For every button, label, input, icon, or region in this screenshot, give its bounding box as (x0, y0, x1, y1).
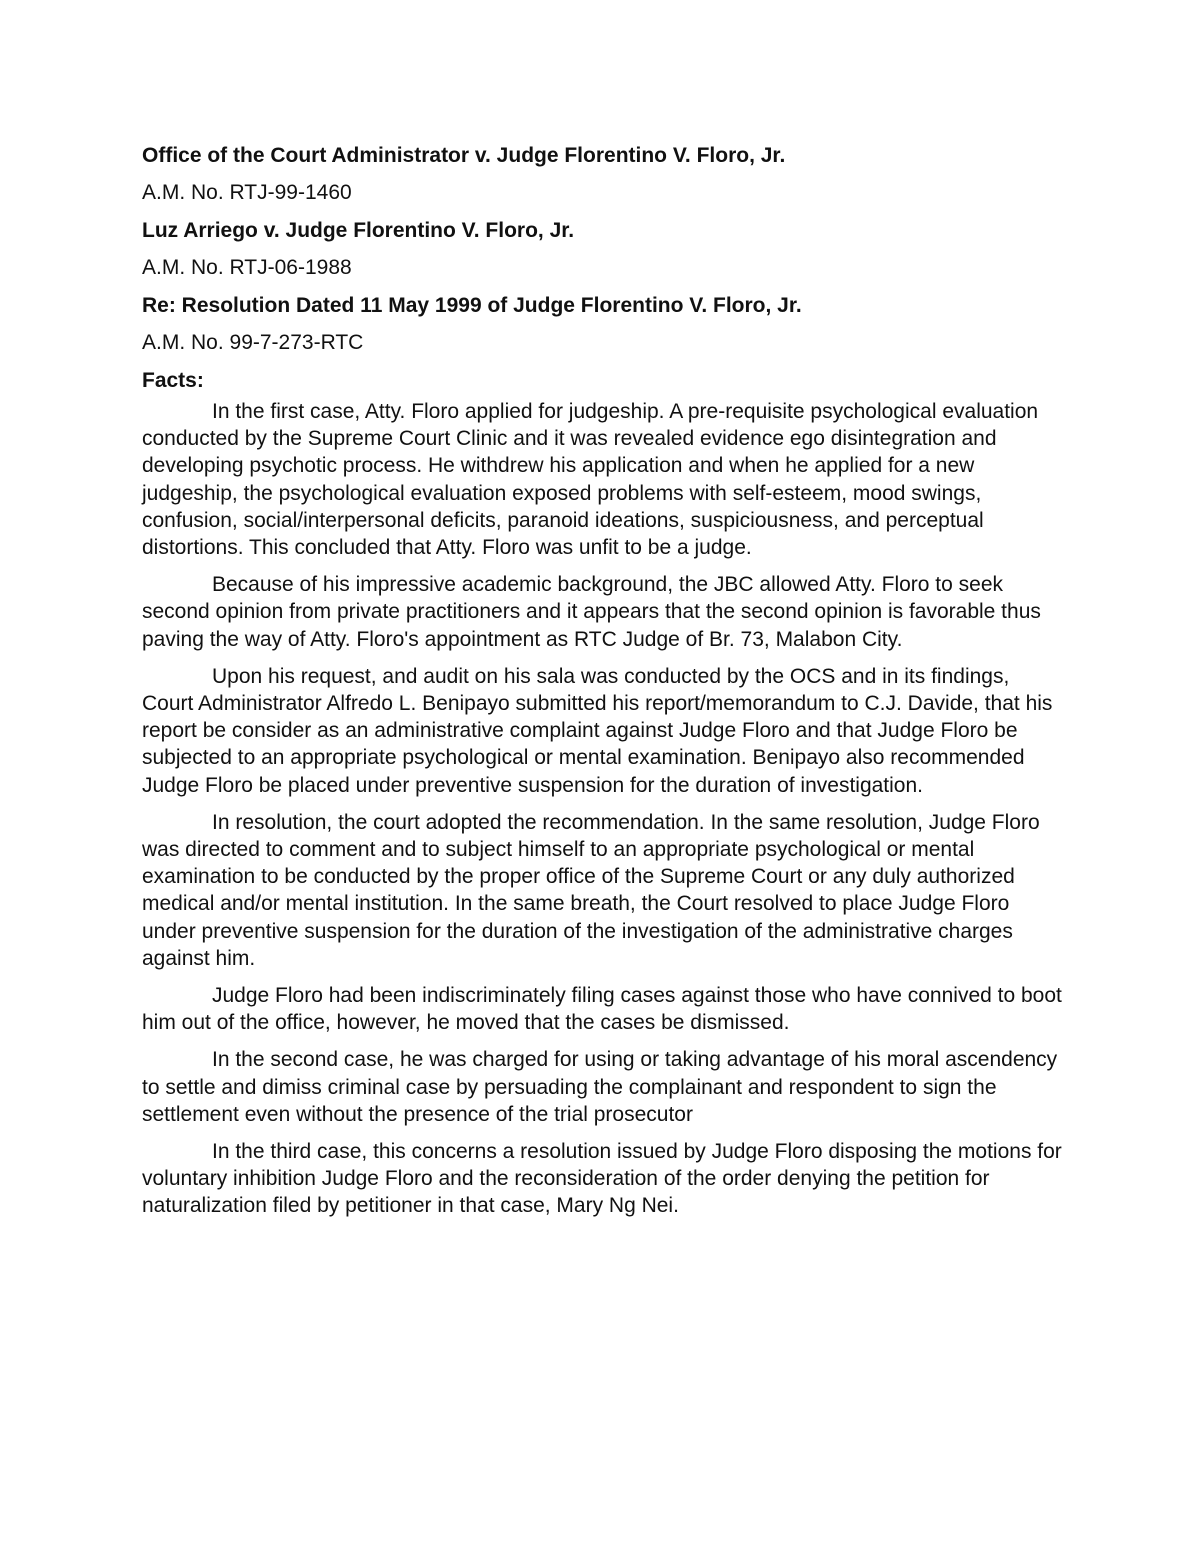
facts-paragraph-5: Judge Floro had been indiscriminately filing cases against those who have connived to boot him out of the office, however, he moved that the cases be dismissed. (142, 984, 1062, 1035)
facts-paragraph-2: Because of his impressive academic background, the JBC allowed Atty. Floro to seek second opinion from private practitioners and it appears that the second opinion is favorable thus paving the way of Atty. Floro's appointment as RTC Judge of Br. 73, Malabon City. (142, 573, 1041, 651)
case-number-2: A.M. No. RTJ-06-1988 (142, 256, 352, 279)
case-number-3: A.M. No. 99-7-273-RTC (142, 331, 364, 354)
facts-paragraph-7: In the third case, this concerns a resolution issued by Judge Floro disposing the motions for voluntary inhibition Judge Floro and the reconsideration of the order denying the petition for naturalization filed by petitioner in that case, Mary Ng Nei. (142, 1140, 1062, 1218)
document-page (142, 141, 1062, 1230)
facts-paragraph-6: In the second case, he was charged for using or taking advantage of his moral ascendency to settle and dimiss criminal case by persuading the complainant and respondent to sign the settlement even without the presence of the trial prosecutor (142, 1048, 1058, 1126)
facts-paragraph-3: Upon his request, and audit on his sala was conducted by the OCS and in its findings, Court Administrator Alfredo L. Benipayo submitted his report/memorandum to C.J. Davide, that his report be consider as an administrative complaint against Judge Floro and that Judge Floro be subjected to an appropriate psychological or mental examination. Benipayo also recommended Judge Floro be placed under preventive suspension for the duration of investigation. (142, 664, 1053, 797)
case-title-3: Re: Resolution Dated 11 May 1999 of Judge Florentino V. Floro, Jr. (142, 294, 802, 317)
case-number-1: A.M. No. RTJ-99-1460 (142, 181, 352, 204)
case-title-1: Office of the Court Administrator v. Judge Florentino V. Floro, Jr. (142, 144, 786, 167)
facts-heading: Facts: (142, 369, 204, 392)
facts-paragraph-1: In the first case, Atty. Floro applied for judgeship. A pre-requisite psychological evaluation conducted by the Supreme Court Clinic and it was revealed evidence ego disintegration and developing psychotic process. He withdrew his application and when he applied for a new judgeship, the psychological evaluation exposed problems with self-esteem, mood swings, confusion, social/interpersonal deficits, paranoid ideations, suspiciousness, and perceptual distortions. This concluded that Atty. Floro was unfit to be a judge. (142, 400, 1039, 560)
case-title-2: Luz Arriego v. Judge Florentino V. Floro, Jr. (142, 219, 575, 242)
facts-paragraph-4: In resolution, the court adopted the recommendation. In the same resolution, Judge Floro was directed to comment and to subject himself to an appropriate psychological or mental examination to be conducted by the proper office of the Supreme Court or any duly authorized medical and/or mental institution. In the same breath, the Court resolved to place Judge Floro under preventive suspension for the duration of the investigation of the administrative charges against him. (142, 810, 1040, 970)
